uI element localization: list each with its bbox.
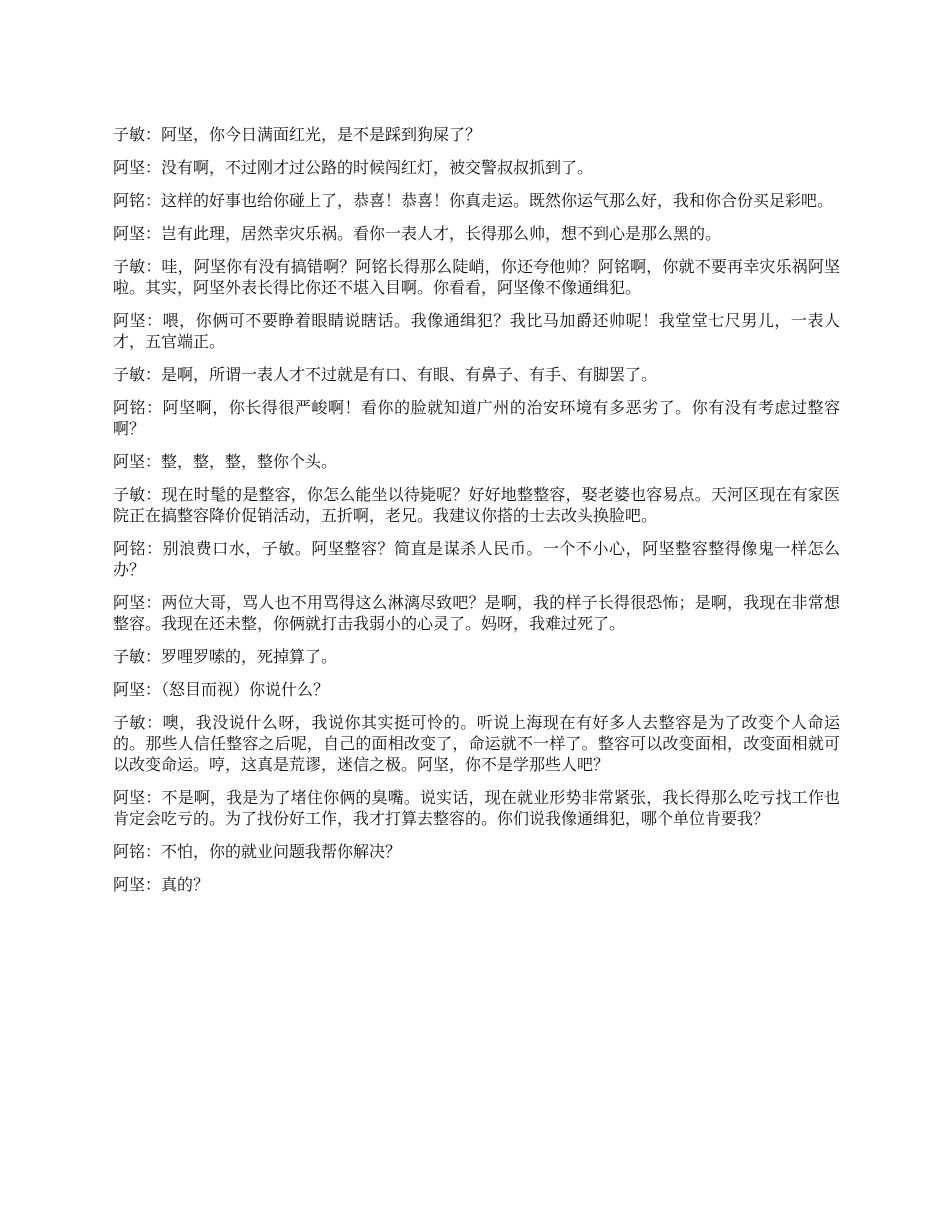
dialogue-line-12: 阿坚：两位大哥，骂人也不用骂得这么淋漓尽致吧？是啊，我的样子长得很恐怖；是啊，我现在非常想整容。我现在还未整，你俩就打击我弱小的心灵了。妈呀，我难过死了。 (113, 593, 840, 633)
dialogue-line-13: 子敏：罗哩罗嗦的，死掉算了。 (113, 647, 338, 666)
dialogue-line-16: 阿坚：不是啊，我是为了堵住你俩的臭嘴。说实话，现在就业形势非常紧张，我长得那么吃亏找工作也肯定会吃亏的。为了找份好工作，我才打算去整容的。你们说我像通缉犯，哪个单位肯要我？ (113, 788, 840, 828)
dialogue-line-9: 阿坚：整，整，整，整你个头。 (113, 452, 338, 471)
dialogue-line-7: 子敏：是啊，所谓一表人才不过就是有口、有眼、有鼻子、有手、有脚罢了。 (113, 365, 658, 384)
dialogue-line-10: 子敏：现在时髦的是整容，你怎么能坐以待毙呢？好好地整整容，娶老婆也容易点。天河区现在有家医院正在搞整容降价促销活动，五折啊，老兄。我建议你搭的士去改头换脸吧。 (113, 485, 840, 525)
dialogue-line-2: 阿坚：没有啊，不过刚才过公路的时候闯红灯，被交警叔叔抓到了。 (113, 158, 594, 177)
dialogue-line-14: 阿坚：（怒目而视）你说什么？ (113, 680, 330, 699)
dialogue-line-17: 阿铭：不怕，你的就业问题我帮你解决？ (113, 842, 402, 861)
dialogue-line-11: 阿铭：别浪费口水，子敏。阿坚整容？简直是谋杀人民币。一个不小心，阿坚整容整得像鬼一样怎么办？ (113, 539, 840, 579)
dialogue-line-6: 阿坚：喂，你俩可不要睁着眼睛说瞎话。我像通缉犯？我比马加爵还帅呢！我堂堂七尺男儿，一表人才，五官端正。 (113, 311, 840, 351)
dialogue-line-1: 子敏：阿坚，你今日满面红光，是不是踩到狗屎了？ (113, 125, 482, 144)
dialogue-line-5: 子敏：哇，阿坚你有没有搞错啊？阿铭长得那么陡峭，你还夸他帅？阿铭啊，你就不要再幸灾乐祸阿坚啦。其实，阿坚外表长得比你还不堪入目啊。你看看，阿坚像不像通缉犯。 (113, 257, 840, 297)
document-body (113, 124, 840, 907)
dialogue-line-4: 阿坚：岂有此理，居然幸灾乐祸。看你一表人才，长得那么帅，想不到心是那么黑的。 (113, 224, 722, 243)
dialogue-line-18: 阿坚：真的？ (113, 875, 210, 894)
dialogue-line-8: 阿铭：阿坚啊，你长得很严峻啊！看你的脸就知道广州的治安环境有多恶劣了。你有没有考虑过整容啊？ (113, 398, 840, 438)
dialogue-line-15: 子敏：噢，我没说什么呀，我说你其实挺可怜的。听说上海现在有好多人去整容是为了改变个人命运的。那些人信任整容之后呢，自己的面相改变了，命运就不一样了。整容可以改变面相，改变面相就可以改变命运。哼，这真是荒谬，迷信之极。阿坚，你不是学那些人吧？ (113, 713, 840, 774)
dialogue-line-3: 阿铭：这样的好事也给你碰上了，恭喜！恭喜！你真走运。既然你运气那么好，我和你合份买足彩吧。 (113, 191, 834, 210)
